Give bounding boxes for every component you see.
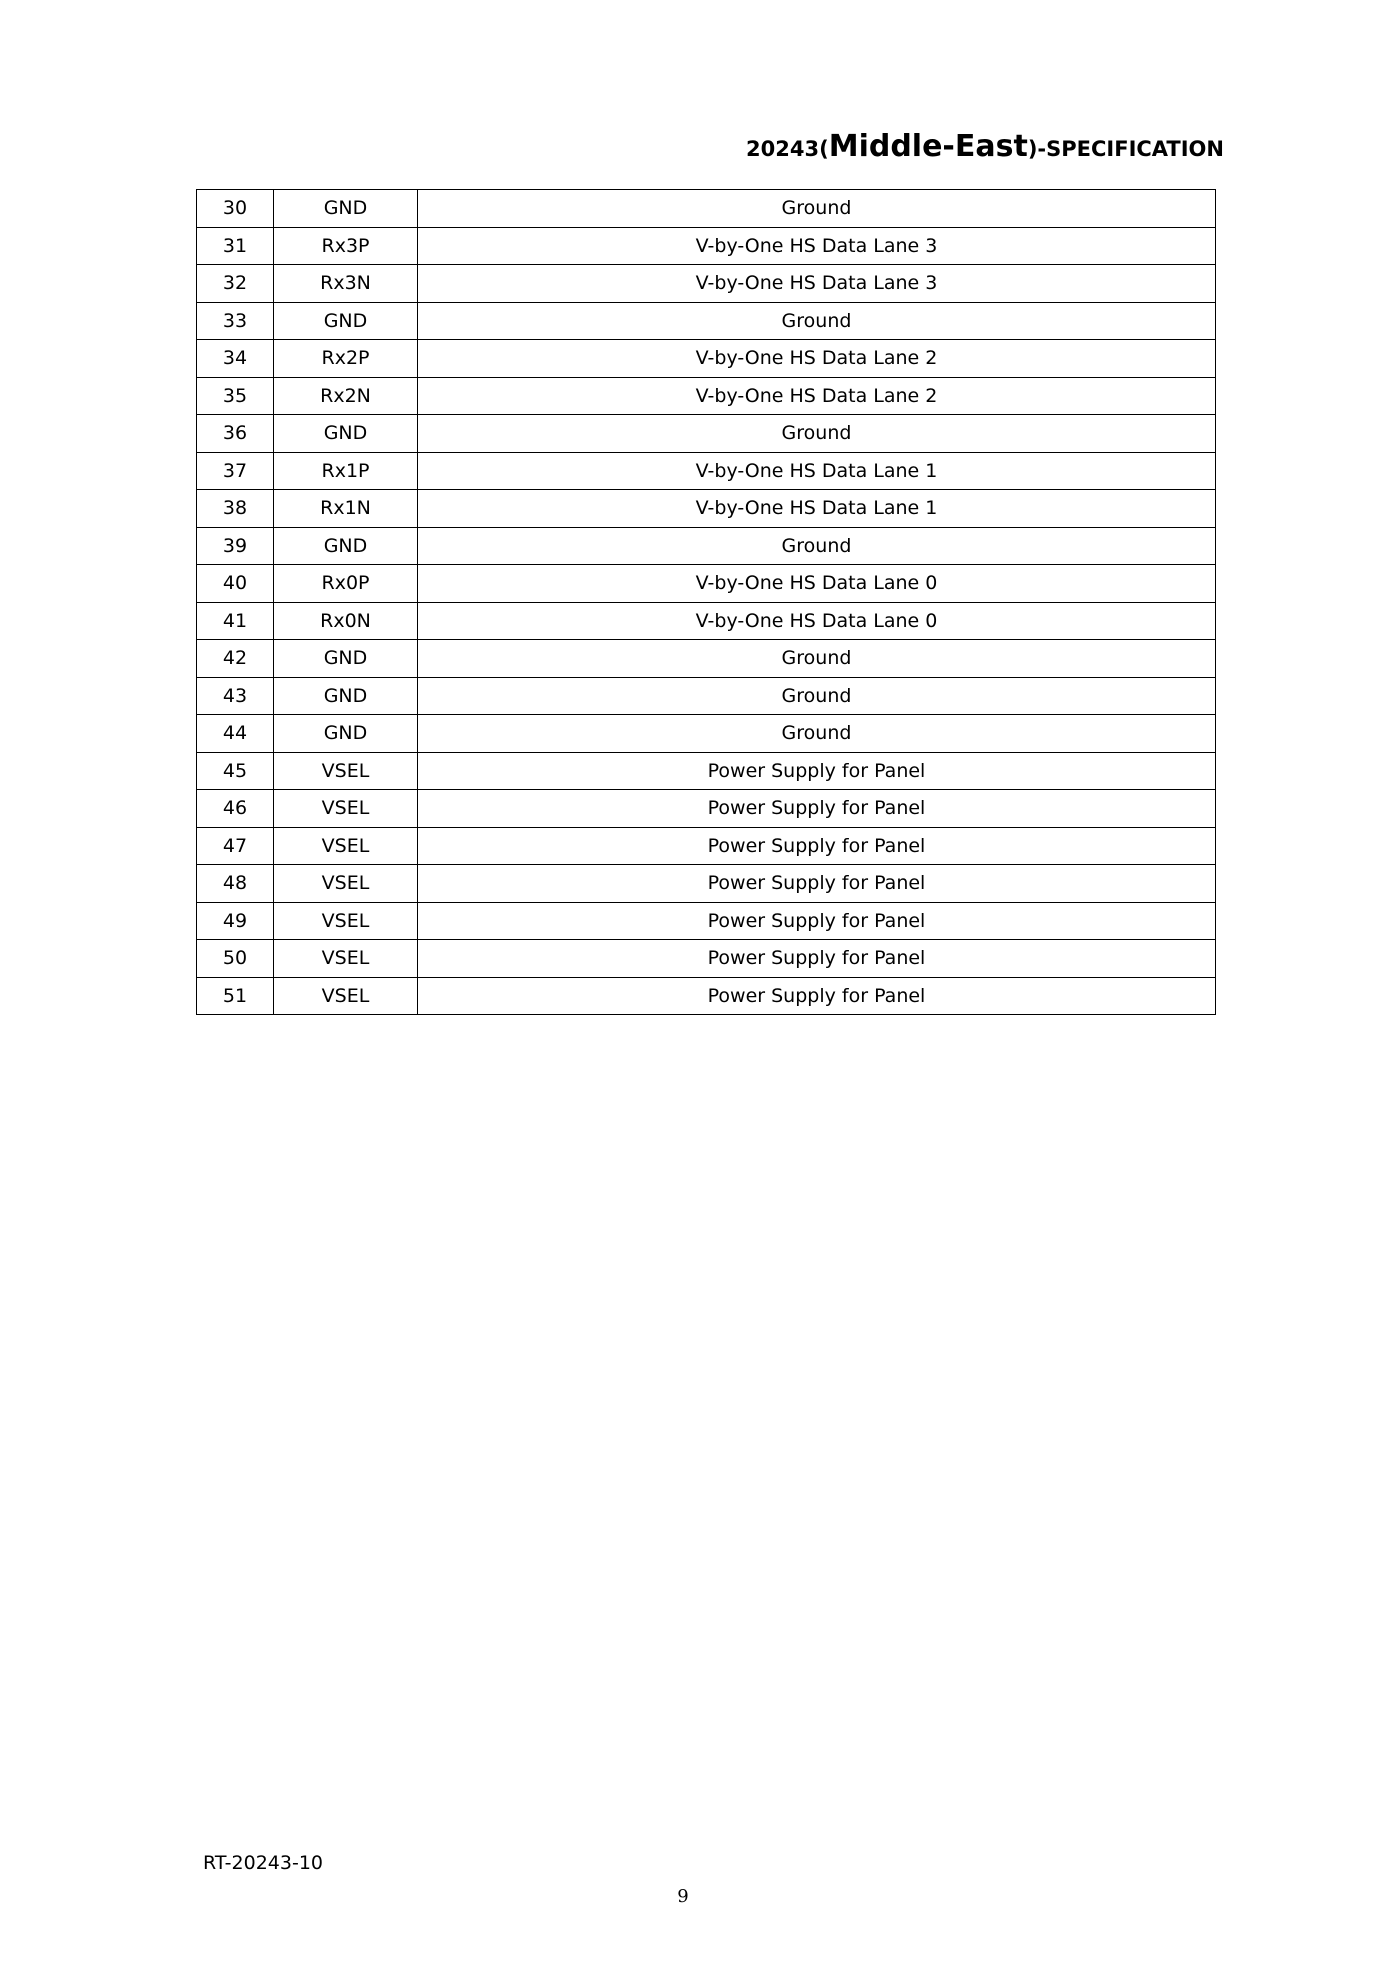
- table-row: [197, 340, 1216, 378]
- pin-number: 43: [197, 677, 274, 715]
- pin-number: 46: [197, 790, 274, 828]
- pin-number: 47: [197, 827, 274, 865]
- table-row: [197, 865, 1216, 903]
- table-row: [197, 977, 1216, 1015]
- pin-description: V-by-One HS Data Lane 2: [418, 340, 1216, 378]
- pin-symbol: GND: [274, 677, 418, 715]
- pin-symbol: Rx2N: [274, 377, 418, 415]
- pin-description: V-by-One HS Data Lane 1: [418, 452, 1216, 490]
- table-row: [197, 377, 1216, 415]
- header-region: Middle-East: [828, 129, 1028, 164]
- pin-symbol: VSEL: [274, 752, 418, 790]
- table-row: [197, 715, 1216, 753]
- document-code: RT-20243-10: [203, 1852, 324, 1874]
- pin-symbol: Rx3P: [274, 227, 418, 265]
- table-row: [197, 565, 1216, 603]
- pin-description: V-by-One HS Data Lane 3: [418, 227, 1216, 265]
- pin-symbol: GND: [274, 190, 418, 228]
- pin-symbol: Rx1N: [274, 490, 418, 528]
- pin-symbol: VSEL: [274, 827, 418, 865]
- pin-number: 40: [197, 565, 274, 603]
- pin-description: V-by-One HS Data Lane 3: [418, 265, 1216, 303]
- pin-description: Ground: [418, 415, 1216, 453]
- pin-description: Power Supply for Panel: [418, 752, 1216, 790]
- pin-description: V-by-One HS Data Lane 1: [418, 490, 1216, 528]
- pin-description: V-by-One HS Data Lane 2: [418, 377, 1216, 415]
- pin-symbol: VSEL: [274, 865, 418, 903]
- pin-number: 39: [197, 527, 274, 565]
- pin-table-body: [197, 190, 1216, 1015]
- pin-symbol: GND: [274, 527, 418, 565]
- table-row: [197, 527, 1216, 565]
- table-row: [197, 940, 1216, 978]
- pin-number: 44: [197, 715, 274, 753]
- pin-description: Power Supply for Panel: [418, 790, 1216, 828]
- pin-symbol: Rx2P: [274, 340, 418, 378]
- pin-description: Power Supply for Panel: [418, 977, 1216, 1015]
- pin-assignment-table: [196, 189, 1216, 1015]
- table-row: [197, 790, 1216, 828]
- pin-description: Power Supply for Panel: [418, 940, 1216, 978]
- pin-number: 33: [197, 302, 274, 340]
- pin-symbol: VSEL: [274, 977, 418, 1015]
- pin-number: 36: [197, 415, 274, 453]
- page-number: 9: [677, 1886, 689, 1907]
- header-suffix: )-SPECIFICATION: [1027, 137, 1224, 161]
- table-row: [197, 640, 1216, 678]
- pin-symbol: GND: [274, 415, 418, 453]
- pin-symbol: Rx0P: [274, 565, 418, 603]
- pin-symbol: GND: [274, 640, 418, 678]
- table-row: [197, 452, 1216, 490]
- table-row: [197, 302, 1216, 340]
- pin-symbol: Rx1P: [274, 452, 418, 490]
- pin-number: 49: [197, 902, 274, 940]
- table-row: [197, 265, 1216, 303]
- pin-number: 37: [197, 452, 274, 490]
- table-row: [197, 490, 1216, 528]
- pin-symbol: VSEL: [274, 790, 418, 828]
- table-row: [197, 415, 1216, 453]
- table-row: [197, 602, 1216, 640]
- table-row: [197, 902, 1216, 940]
- pin-description: Power Supply for Panel: [418, 902, 1216, 940]
- pin-number: 45: [197, 752, 274, 790]
- table-row: [197, 190, 1216, 228]
- pin-symbol: GND: [274, 715, 418, 753]
- pin-symbol: VSEL: [274, 940, 418, 978]
- table-row: [197, 752, 1216, 790]
- pin-symbol: VSEL: [274, 902, 418, 940]
- pin-number: 30: [197, 190, 274, 228]
- pin-number: 38: [197, 490, 274, 528]
- pin-symbol: GND: [274, 302, 418, 340]
- pin-description: V-by-One HS Data Lane 0: [418, 565, 1216, 603]
- pin-symbol: Rx3N: [274, 265, 418, 303]
- table-row: [197, 677, 1216, 715]
- header-model: 20243(: [746, 137, 829, 161]
- pin-description: Ground: [418, 677, 1216, 715]
- pin-description: Ground: [418, 640, 1216, 678]
- pin-symbol: Rx0N: [274, 602, 418, 640]
- document-header: [746, 129, 1224, 164]
- pin-description: Ground: [418, 715, 1216, 753]
- pin-description: Power Supply for Panel: [418, 865, 1216, 903]
- pin-description: V-by-One HS Data Lane 0: [418, 602, 1216, 640]
- pin-number: 34: [197, 340, 274, 378]
- pin-number: 31: [197, 227, 274, 265]
- table-row: [197, 227, 1216, 265]
- pin-description: Ground: [418, 302, 1216, 340]
- pin-number: 48: [197, 865, 274, 903]
- pin-number: 50: [197, 940, 274, 978]
- pin-description: Ground: [418, 527, 1216, 565]
- table-row: [197, 827, 1216, 865]
- pin-number: 35: [197, 377, 274, 415]
- pin-description: Ground: [418, 190, 1216, 228]
- pin-number: 41: [197, 602, 274, 640]
- pin-number: 51: [197, 977, 274, 1015]
- pin-number: 42: [197, 640, 274, 678]
- pin-description: Power Supply for Panel: [418, 827, 1216, 865]
- pin-number: 32: [197, 265, 274, 303]
